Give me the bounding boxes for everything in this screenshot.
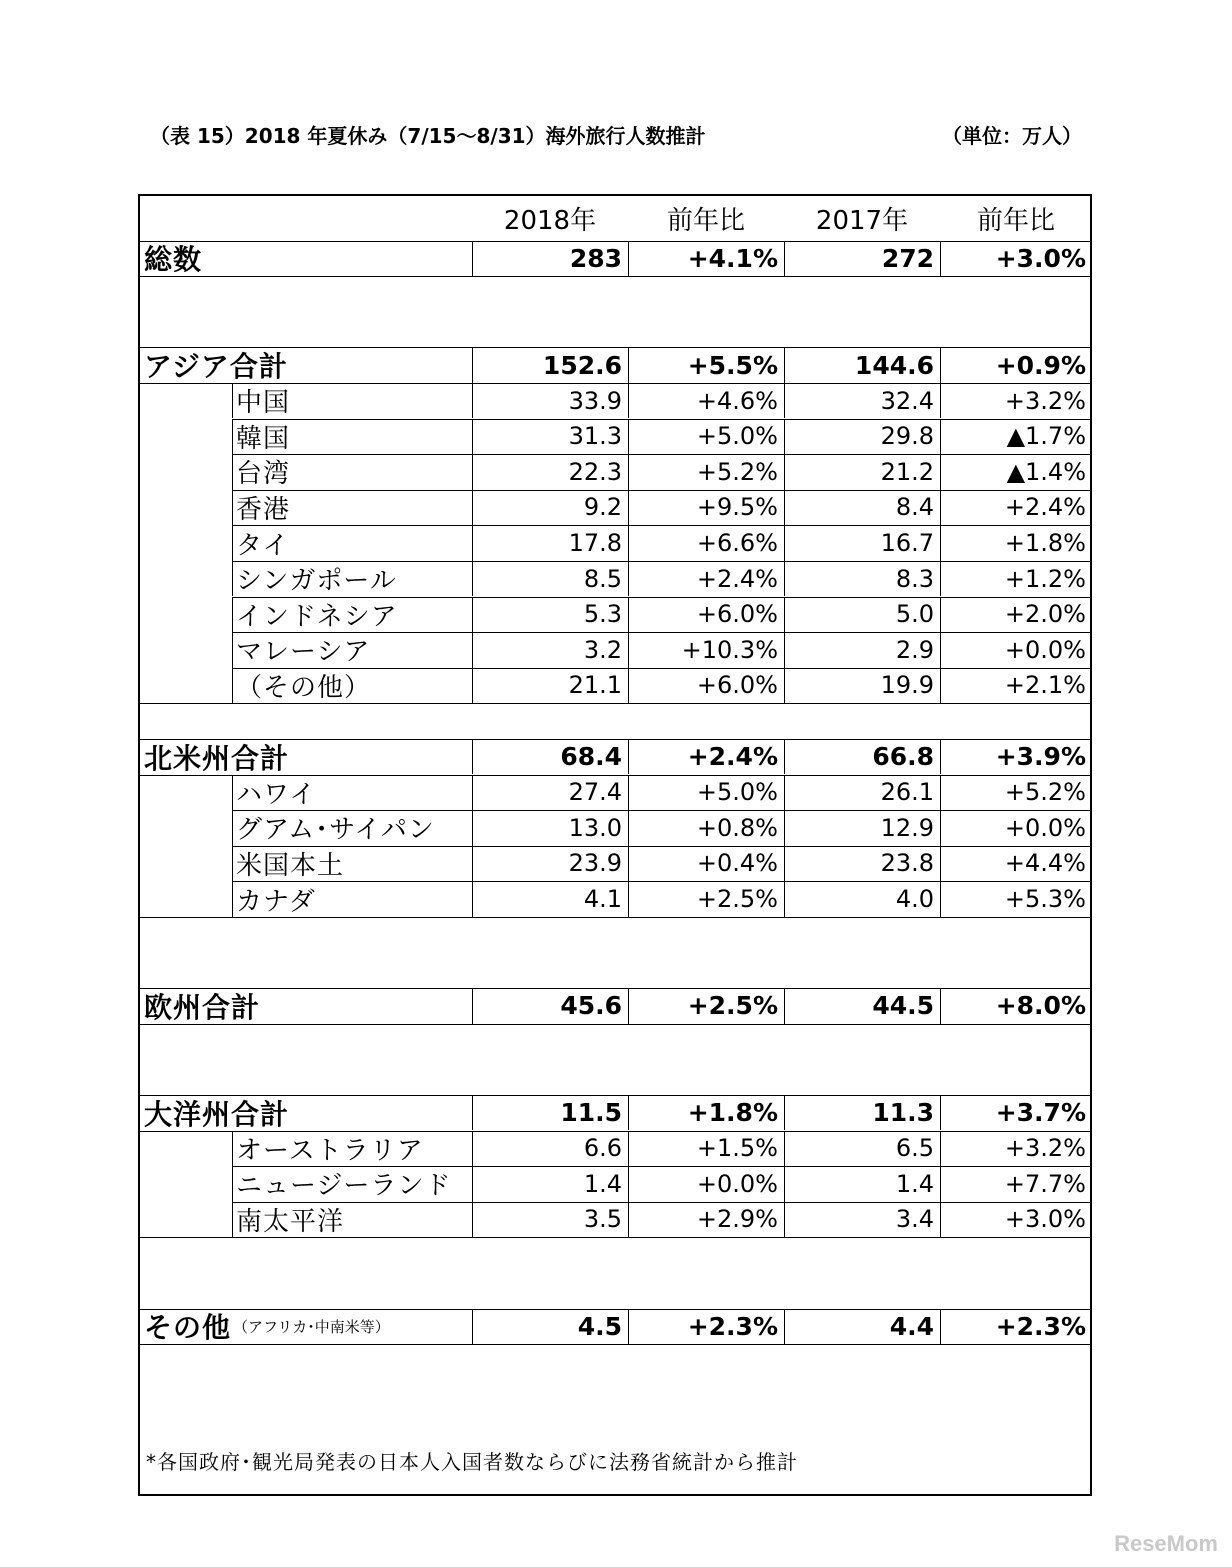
ratio-cell: +8.0% <box>995 991 1086 1021</box>
table-row <box>140 1309 1090 1345</box>
spacer-row <box>140 917 1090 988</box>
ratio-cell: ▲1.4% <box>1006 457 1086 486</box>
ratio-cell: +1.5% <box>696 1134 778 1163</box>
table-row <box>140 454 1090 490</box>
country-label <box>236 775 470 811</box>
value-cell: 11.5 <box>560 1098 622 1128</box>
ratio-cell: +3.9% <box>995 742 1086 772</box>
country-label <box>236 454 470 490</box>
value-cell: 4.1 <box>583 885 622 914</box>
column-header: 2017年 <box>815 205 909 236</box>
region-label <box>144 241 470 277</box>
ratio-cell: +2.4% <box>687 742 778 772</box>
ratio-cell: +3.0% <box>1004 1205 1086 1234</box>
ratio-cell: +3.2% <box>1004 1134 1086 1163</box>
table-row <box>140 347 1090 383</box>
value-cell: 33.9 <box>568 386 622 415</box>
label-text: 香港 <box>236 494 291 525</box>
value-cell: 6.5 <box>895 1134 934 1163</box>
country-label <box>236 383 470 419</box>
table-row <box>140 490 1090 526</box>
ratio-cell: +5.2% <box>696 457 778 486</box>
data-table <box>138 194 1092 1496</box>
spacer-row <box>140 703 1090 739</box>
table-row <box>140 241 1090 277</box>
value-cell: 4.4 <box>889 1311 934 1341</box>
column-header: 2018年 <box>503 205 597 236</box>
ratio-cell: +4.6% <box>696 386 778 415</box>
region-label <box>144 347 470 383</box>
value-cell: 21.1 <box>568 671 622 700</box>
value-cell: 66.8 <box>872 742 934 772</box>
table-row <box>140 525 1090 561</box>
ratio-cell: +0.0% <box>1004 635 1086 664</box>
value-cell: 26.1 <box>880 778 934 807</box>
label-text: ハワイ <box>236 779 317 810</box>
value-cell: 8.4 <box>895 493 934 522</box>
country-label <box>236 1202 470 1238</box>
ratio-cell: +6.0% <box>696 600 778 629</box>
label-text: 韓国 <box>236 423 291 454</box>
ratio-cell: +7.7% <box>1004 1169 1086 1198</box>
ratio-cell: +0.4% <box>696 849 778 878</box>
label-text: 米国本土 <box>236 850 345 881</box>
spacer-row <box>140 1237 1090 1308</box>
ratio-cell: +0.8% <box>696 813 778 842</box>
table-row <box>140 846 1090 882</box>
value-cell: 3.5 <box>583 1205 622 1234</box>
value-cell: 21.2 <box>880 457 934 486</box>
value-cell: 13.0 <box>568 813 622 842</box>
row-divider <box>140 1344 1090 1345</box>
country-label <box>236 846 470 882</box>
value-cell: 16.7 <box>880 529 934 558</box>
label-text: ニュージーランド <box>236 1171 452 1202</box>
table-row <box>140 988 1090 1024</box>
value-cell: 5.3 <box>583 600 622 629</box>
value-cell: 12.9 <box>880 813 934 842</box>
table-row <box>140 775 1090 811</box>
value-cell: 23.8 <box>880 849 934 878</box>
label-text: 台湾 <box>236 459 291 490</box>
label-text: インドネシア <box>236 601 398 632</box>
ratio-cell: +5.0% <box>696 422 778 451</box>
table-row <box>140 597 1090 633</box>
region-label <box>144 739 470 775</box>
ratio-cell: +4.4% <box>1004 849 1086 878</box>
ratio-cell: +5.2% <box>1004 778 1086 807</box>
label-text: グアム･サイパン <box>236 815 435 846</box>
watermark-logo: ReseMom <box>1114 1531 1218 1556</box>
ratio-cell: +5.5% <box>687 350 778 380</box>
ratio-cell: +2.1% <box>1004 671 1086 700</box>
label-text: シンガポール <box>236 566 397 597</box>
value-cell: 272 <box>881 243 934 273</box>
table-row <box>140 632 1090 668</box>
table-caption <box>150 120 1082 150</box>
ratio-cell: +2.4% <box>696 564 778 593</box>
ratio-cell: +10.3% <box>681 635 778 664</box>
country-label <box>236 419 470 455</box>
ratio-cell: +2.3% <box>687 1311 778 1341</box>
value-cell: 11.3 <box>872 1098 934 1128</box>
value-cell: 152.6 <box>542 350 622 380</box>
value-cell: 31.3 <box>568 422 622 451</box>
label-text: 北米州合計 <box>144 741 290 775</box>
region-label <box>144 1095 470 1131</box>
region-label <box>144 988 470 1024</box>
country-label <box>236 525 470 561</box>
label-text: アジア合計 <box>144 350 288 384</box>
country-label <box>236 1131 470 1167</box>
country-label <box>236 490 470 526</box>
value-cell: 8.3 <box>895 564 934 593</box>
value-cell: 1.4 <box>895 1169 934 1198</box>
label-text: カナダ <box>236 886 316 917</box>
table-row <box>140 881 1090 917</box>
value-cell: 144.6 <box>854 350 934 380</box>
value-cell: 6.6 <box>583 1134 622 1163</box>
ratio-cell: +1.2% <box>1004 564 1086 593</box>
ratio-cell: +5.3% <box>1004 885 1086 914</box>
column-header: 前年比 <box>976 205 1055 236</box>
country-label <box>236 881 470 917</box>
label-text: 総数 <box>144 243 203 277</box>
value-cell: 32.4 <box>880 386 934 415</box>
value-cell: 27.4 <box>568 778 622 807</box>
label-text: 南太平洋 <box>236 1206 345 1237</box>
value-cell: 68.4 <box>560 742 622 772</box>
ratio-cell: +3.2% <box>1004 386 1086 415</box>
label-text: オーストラリア <box>236 1135 424 1166</box>
ratio-cell: +2.0% <box>1004 600 1086 629</box>
label-text: 中国 <box>236 388 291 419</box>
table-row <box>140 1166 1090 1202</box>
ratio-cell: +0.0% <box>1004 813 1086 842</box>
country-label <box>236 597 470 633</box>
ratio-cell: ▲1.7% <box>1006 422 1086 451</box>
table-row <box>140 383 1090 419</box>
value-cell: 8.5 <box>583 564 622 593</box>
ratio-cell: +5.0% <box>696 778 778 807</box>
ratio-cell: +9.5% <box>696 493 778 522</box>
spacer-row <box>140 1024 1090 1095</box>
value-cell: 2.9 <box>895 635 934 664</box>
table-title: （表 15）2018 年夏休み（7/15～8/31）海外旅行人数推計 <box>150 124 706 148</box>
label-note: （アフリカ･中南米等） <box>233 1317 390 1336</box>
label-text: その他 <box>144 1311 232 1345</box>
footnote: *各国政府･観光局発表の日本人入国者数ならびに法務省統計から推計 <box>146 1450 798 1474</box>
ratio-cell: +4.1% <box>687 243 778 273</box>
value-cell: 17.8 <box>568 529 622 558</box>
ratio-cell: +2.3% <box>995 1311 1086 1341</box>
value-cell: 29.8 <box>880 422 934 451</box>
table-row <box>140 810 1090 846</box>
value-cell: 283 <box>569 243 622 273</box>
ratio-cell: +0.9% <box>995 350 1086 380</box>
ratio-cell: +2.5% <box>696 885 778 914</box>
value-cell: 4.0 <box>895 885 934 914</box>
ratio-cell: +3.7% <box>995 1098 1086 1128</box>
value-cell: 22.3 <box>568 457 622 486</box>
ratio-cell: +6.0% <box>696 671 778 700</box>
value-cell: 1.4 <box>583 1169 622 1198</box>
region-label <box>144 1309 470 1345</box>
table-row <box>140 561 1090 597</box>
label-text: タイ <box>236 530 290 561</box>
table-row <box>140 1131 1090 1167</box>
table-row <box>140 739 1090 775</box>
column-header: 前年比 <box>666 205 745 236</box>
ratio-cell: +3.0% <box>995 243 1086 273</box>
label-text: 大洋州合計 <box>144 1097 290 1131</box>
ratio-cell: +2.5% <box>687 991 778 1021</box>
label-text: （その他） <box>236 672 372 703</box>
ratio-cell: +2.4% <box>1004 493 1086 522</box>
value-cell: 19.9 <box>880 671 934 700</box>
country-label <box>236 1166 470 1202</box>
country-label <box>236 632 470 668</box>
country-label <box>236 561 470 597</box>
ratio-cell: +1.8% <box>1004 529 1086 558</box>
value-cell: 23.9 <box>568 849 622 878</box>
value-cell: 5.0 <box>895 600 934 629</box>
spacer-row <box>140 276 1090 347</box>
ratio-cell: +1.8% <box>687 1098 778 1128</box>
value-cell: 44.5 <box>872 991 934 1021</box>
label-text: 欧州合計 <box>144 990 261 1024</box>
table-row <box>140 419 1090 455</box>
country-label <box>236 668 470 704</box>
label-text: マレーシア <box>236 637 371 668</box>
value-cell: 3.2 <box>583 635 622 664</box>
header-row <box>140 196 1090 241</box>
table-row <box>140 1202 1090 1238</box>
unit-label: （単位：万人） <box>942 124 1082 148</box>
table-row <box>140 1095 1090 1131</box>
value-cell: 9.2 <box>583 493 622 522</box>
country-label <box>236 810 470 846</box>
value-cell: 3.4 <box>895 1205 934 1234</box>
table-row <box>140 668 1090 704</box>
value-cell: 45.6 <box>560 991 622 1021</box>
ratio-cell: +0.0% <box>696 1169 778 1198</box>
value-cell: 4.5 <box>577 1311 622 1341</box>
ratio-cell: +6.6% <box>696 529 778 558</box>
ratio-cell: +2.9% <box>696 1205 778 1234</box>
